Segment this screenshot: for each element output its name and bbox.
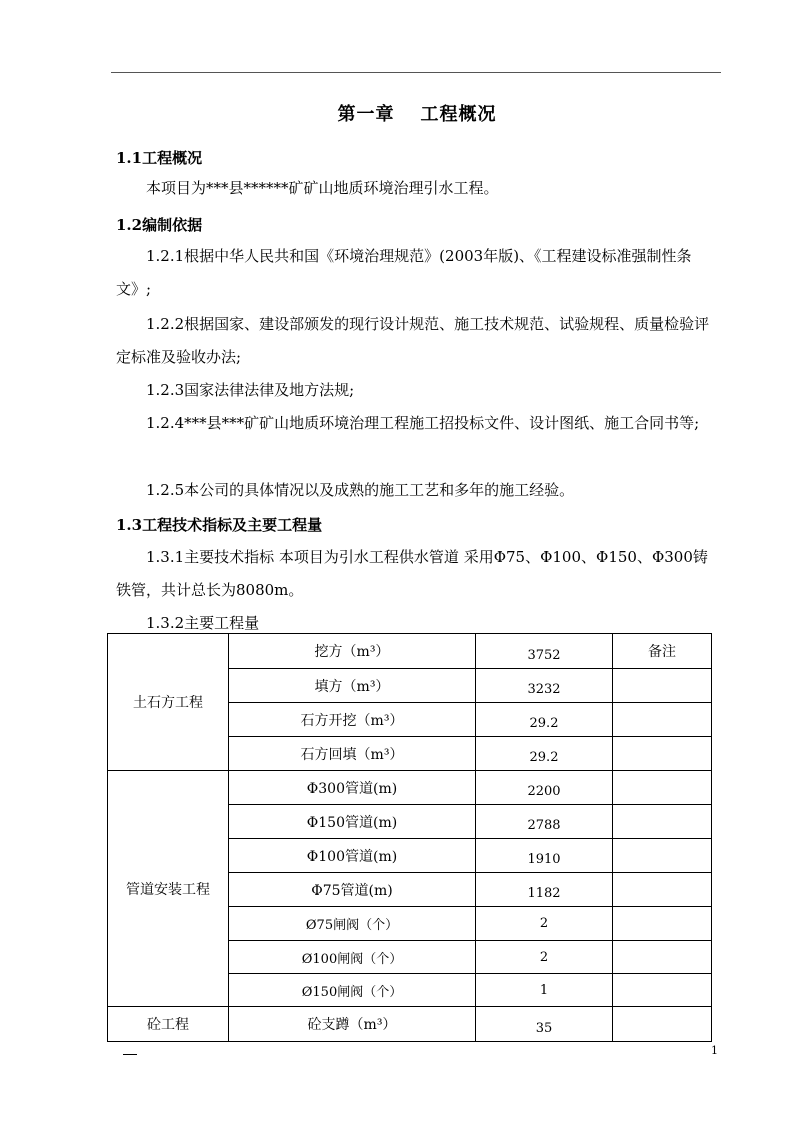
value-cell: 3232: [476, 669, 613, 703]
remark-cell: [613, 941, 712, 974]
tech-index-paragraph: 1.3.1主要技术指标 本项目为引水工程供水管道 采用Φ75、Φ100、Φ150、Φ300铸铁管，共计总长为8080m。: [116, 548, 708, 599]
basis-item-3: 1.2.3国家法律法律及地方法规;: [146, 381, 355, 399]
value-cell: 29.2: [476, 703, 613, 737]
chapter-title: [0, 100, 794, 126]
remark-cell: [613, 974, 712, 1007]
item-cell: Φ75管道(m): [229, 873, 476, 907]
remark-cell: [613, 1007, 712, 1042]
value-cell: 35: [476, 1007, 613, 1042]
basis-item-4: 1.2.4***县***矿矿山地质环境治理工程施工招投标文件、设计图纸、施工合同书等;: [146, 414, 700, 432]
remark-header: 备注: [613, 634, 712, 669]
item-cell: 填方（m³）: [229, 669, 476, 703]
item-cell: 石方回填（m³）: [229, 737, 476, 771]
item-cell: 挖方（m³）: [229, 634, 476, 669]
section-heading-1-2: 1.2编制依据: [116, 216, 203, 234]
remark-cell: [613, 805, 712, 839]
remark-cell: [613, 669, 712, 703]
basis-item-5: 1.2.5本公司的具体情况以及成熟的施工工艺和多年的施工经验。: [146, 481, 575, 499]
table-row: [108, 771, 712, 805]
value-cell: 2: [476, 941, 613, 974]
value-cell: 3752: [476, 634, 613, 669]
group-pipe: 管道安装工程: [108, 771, 229, 1007]
item-cell: Ø150闸阀（个）: [229, 974, 476, 1007]
table-row: [108, 1007, 712, 1042]
value-cell: 1910: [476, 839, 613, 873]
item-cell: 石方开挖（m³）: [229, 703, 476, 737]
section-1-1-body: 本项目为***县******矿矿山地质环境治理引水工程。: [146, 179, 499, 197]
chapter-name: 工程概况: [420, 104, 497, 125]
header-rule: [111, 72, 721, 73]
section-heading-1-3: 1.3工程技术指标及主要工程量: [116, 516, 323, 534]
quantity-table: [107, 633, 712, 1042]
group-concrete: 砼工程: [108, 1007, 229, 1042]
value-cell: 29.2: [476, 737, 613, 771]
quantity-caption: 1.3.2主要工程量: [146, 614, 260, 632]
value-cell: 1182: [476, 873, 613, 907]
basis-item-2: 1.2.2根据国家、建设部颁发的现行设计规范、施工技术规范、试验规程、质量检验评定标准及验收办法;: [116, 315, 710, 366]
item-cell: Φ150管道(m): [229, 805, 476, 839]
basis-item-1: 1.2.1根据中华人民共和国《环境治理规范》(2003年版)、《工程建设标准强制性条文》;: [116, 247, 692, 298]
value-cell: 2: [476, 907, 613, 941]
remark-cell: [613, 839, 712, 873]
value-cell: 2200: [476, 771, 613, 805]
item-cell: Ø75闸阀（个）: [229, 907, 476, 941]
item-cell: 砼支蹲（m³）: [229, 1007, 476, 1042]
chapter-number: 第一章: [337, 104, 395, 125]
section-heading-1-1: 1.1工程概况: [116, 149, 203, 167]
group-earthwork: 土石方工程: [108, 634, 229, 771]
remark-cell: [613, 703, 712, 737]
page-number: 1: [711, 1044, 718, 1057]
item-cell: Φ100管道(m): [229, 839, 476, 873]
item-cell: Ø100闸阀（个）: [229, 941, 476, 974]
item-cell: Φ300管道(m): [229, 771, 476, 805]
remark-cell: [613, 907, 712, 941]
remark-cell: [613, 737, 712, 771]
table-row: [108, 634, 712, 669]
value-cell: 2788: [476, 805, 613, 839]
value-cell: 1: [476, 974, 613, 1007]
footer-dash: [123, 1054, 137, 1055]
remark-cell: [613, 771, 712, 805]
remark-cell: [613, 873, 712, 907]
